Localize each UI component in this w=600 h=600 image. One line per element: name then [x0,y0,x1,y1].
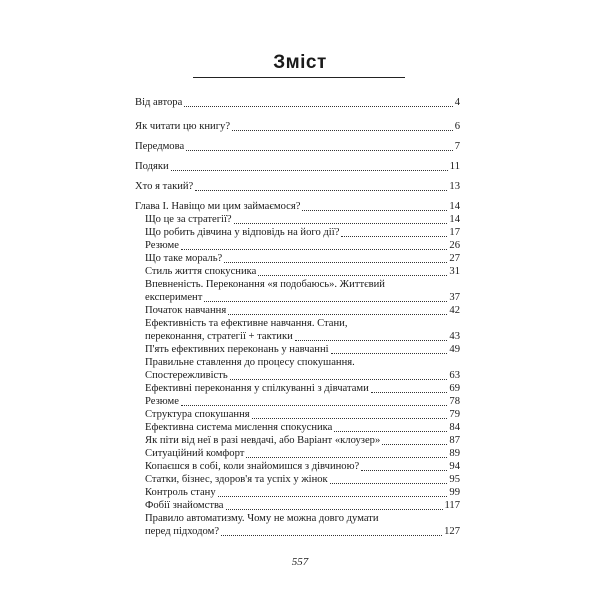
toc-entry-title: Структура спокушання [145,409,250,420]
toc-entry-title: Глава I. Навіщо ми цим займаємося? [135,201,301,212]
dot-leader [204,301,447,302]
toc-subentry [145,395,460,408]
toc-subentry [145,330,460,343]
toc-subentry [145,525,460,538]
dot-leader [334,431,447,432]
toc-entry-page: 14 [449,201,460,212]
toc-entry [135,160,460,173]
toc-chapter [135,200,460,213]
toc-entry-title-line2: перед підходом? [145,526,220,537]
toc-entry-title: Ситуаційний комфорт [145,448,245,459]
toc-entry-title: Резюме [145,396,179,407]
page-number: 557 [291,556,309,568]
toc-entry-title: Що робить дівчина у відповідь на його дії? [145,227,340,238]
toc-entry-page: 11 [449,161,460,172]
toc-entry-page: 84 [449,422,460,433]
toc-entry-page: 37 [449,292,460,303]
toc-entry-page: 43 [449,331,460,342]
toc-entry-title-line2: переконання, стратегії + тактики [145,331,293,342]
dot-leader [382,444,447,445]
toc-entry [135,180,460,193]
toc-entry-title-line2: експеримент [145,292,203,303]
toc-entry-page: 26 [449,240,460,251]
toc-entry-page: 117 [444,500,460,511]
toc-subentry [145,239,460,252]
dot-leader [302,210,447,211]
title-underline [193,77,405,78]
toc-entry-title-line2: Спостережливість [145,370,228,381]
toc-subentry [145,447,460,460]
toc-entry-page: 89 [449,448,460,459]
toc-entry-title: П'ять ефективних переконань у навчанні [145,344,329,355]
toc-entry-title-line1: Впевненість. Переконання «я подобаюсь». Життєвий [145,279,385,290]
toc-entry-title: Стиль життя спокусника [145,266,257,277]
toc-entry-title: Статки, бізнес, здоров'я та успіх у жінок [145,474,328,485]
toc-entry-page: 127 [444,526,460,537]
toc-subentry [145,473,460,486]
dot-leader [371,392,448,393]
toc-entry-title-line1: Ефективність та ефективне навчання. Стани, [145,318,348,329]
dot-leader [181,249,447,250]
toc-entry-title: Контроль стану [145,487,216,498]
toc-entry-title: Резюме [145,240,179,251]
toc-entry-page: 4 [454,97,460,108]
dot-leader [258,275,447,276]
dot-leader [181,405,447,406]
toc-entry [135,140,460,153]
toc-entry-page: 42 [449,305,460,316]
dot-leader [232,130,453,131]
toc-entry-page: 78 [449,396,460,407]
toc-subentry [145,213,460,226]
toc-entry-page: 79 [449,409,460,420]
toc-entry-title: Що це за стратегії? [145,214,232,225]
toc-entry-title: Подяки [135,161,169,172]
toc-entry-page: 49 [449,344,460,355]
toc-entry-title-line1: Правильне ставлення до процесу спокушання. [145,357,355,368]
toc-entry-page: 94 [449,461,460,472]
page-title: Зміст [273,52,327,73]
toc-entry-title-line1: Правило автоматизму. Чому не можна довго думати [145,513,379,524]
toc-entry-title: Від автора [135,97,183,108]
toc-subentry [145,291,460,304]
toc-entry-title: Початок навчання [145,305,227,316]
dot-leader [184,106,452,107]
toc-entry [135,96,460,109]
toc-subentry [145,382,460,395]
dot-leader [224,262,447,263]
toc-entry-title: Хто я такий? [135,181,194,192]
toc-entry-title: Ефективні переконання у спілкуванні з дівчатами [145,383,369,394]
toc-entry-page: 17 [449,227,460,238]
toc-entry-page: 27 [449,253,460,264]
toc-entry-page: 95 [449,474,460,485]
toc-entry-page: 87 [449,435,460,446]
toc-subentry [145,369,460,382]
dot-leader [295,340,448,341]
dot-leader [186,150,453,151]
toc-entry-title: Як читати цю книгу? [135,121,231,132]
toc-subentry [145,252,460,265]
toc-subentry [145,226,460,239]
dot-leader [252,418,448,419]
toc-entry-page: 7 [454,141,460,152]
dot-leader [221,535,442,536]
dot-leader [246,457,447,458]
toc-subentry [145,460,460,473]
toc-subentry [145,343,460,356]
dot-leader [331,353,448,354]
toc-entry-title: Фобії знайомства [145,500,224,511]
toc-entry-title: Що таке мораль? [145,253,223,264]
dot-leader [361,470,447,471]
dot-leader [330,483,448,484]
toc-entry-page: 31 [449,266,460,277]
toc-entry-page: 6 [454,121,460,132]
toc-subentry [145,486,460,499]
toc-entry-title: Ефективна система мислення спокусника [145,422,333,433]
toc-entry-page: 14 [449,214,460,225]
toc-subentry [145,421,460,434]
toc-entry-page: 63 [449,370,460,381]
toc-entry-page: 69 [449,383,460,394]
dot-leader [171,170,448,171]
toc-entry-page: 99 [449,487,460,498]
toc-subentry [145,434,460,447]
dot-leader [341,236,447,237]
toc-subentry [145,304,460,317]
dot-leader [218,496,448,497]
toc-subentry [145,408,460,421]
toc-entry-title: Копаєшся в собі, коли знайомишся з дівчиною? [145,461,360,472]
toc-entry-title: Як піти від неї в разі невдачі, або Варіант «клоузер» [145,435,381,446]
toc-subentry [145,499,460,512]
dot-leader [228,314,447,315]
dot-leader [234,223,448,224]
toc-entry [135,120,460,133]
toc-entry-title: Передмова [135,141,185,152]
toc-entry-page: 13 [449,181,460,192]
dot-leader [226,509,443,510]
toc-subentry [145,265,460,278]
dot-leader [195,190,447,191]
dot-leader [230,379,448,380]
